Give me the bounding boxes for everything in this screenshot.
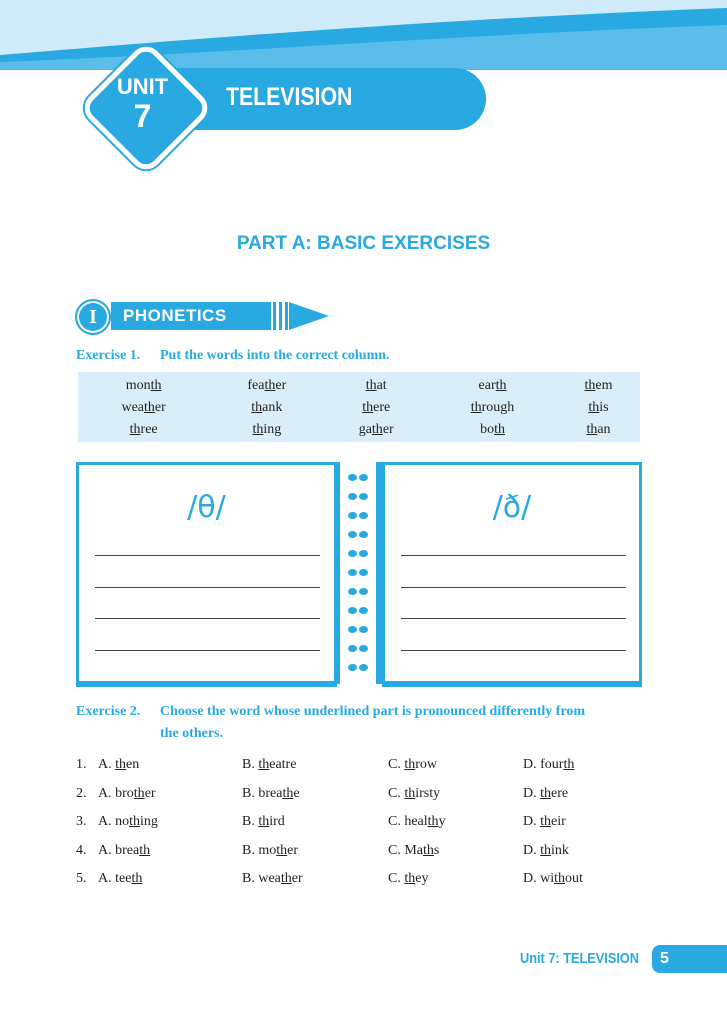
underlined-part: th — [276, 842, 288, 858]
spiral-ring — [348, 550, 368, 557]
word-cell[interactable]: them — [584, 378, 613, 393]
underlined-part: th — [258, 757, 270, 772]
section-label: PHONETICS — [123, 306, 227, 325]
section-arrow-tip — [289, 302, 329, 330]
word-row — [78, 375, 640, 397]
underlined-part: th — [144, 400, 155, 415]
notebook-spiral — [334, 462, 382, 684]
word-cell[interactable]: that — [365, 378, 387, 393]
word-cell[interactable]: thing — [252, 422, 282, 437]
underlined-part: th — [540, 814, 552, 829]
spiral-ring — [348, 626, 368, 633]
word-row — [78, 419, 640, 441]
underlined-part: th — [404, 871, 416, 886]
underlined-part: th — [404, 785, 416, 801]
unit-label: UNIT — [116, 74, 169, 99]
underlined-part: th — [258, 814, 270, 829]
exercise-2-instruction-cont: the others. — [160, 726, 223, 741]
section-roman-numeral: I — [75, 299, 111, 335]
word-cell[interactable]: weather — [121, 400, 166, 415]
unit-badge — [90, 52, 195, 157]
exercise-2-number: Exercise 2. — [76, 704, 141, 719]
section-stripe — [285, 302, 288, 330]
spiral-ring — [348, 474, 368, 481]
section-stripe — [279, 302, 282, 330]
answer-option-a[interactable]: A. teeth — [98, 871, 143, 886]
underlined-part: th — [371, 422, 383, 437]
word-cell[interactable]: than — [586, 422, 611, 437]
underlined-part: th — [150, 378, 162, 393]
answer-line[interactable] — [95, 587, 320, 588]
underlined-part: th — [586, 422, 598, 437]
exercise-1-heading — [76, 348, 390, 364]
underlined-part: th — [584, 378, 596, 393]
column-header-eth: /ð/ — [492, 490, 532, 525]
answer-option-c[interactable]: C. they — [388, 871, 429, 886]
underlined-part: th — [129, 422, 141, 437]
column-header-theta: /θ/ — [187, 490, 226, 525]
answer-option-d[interactable]: D. there — [523, 785, 569, 801]
exercise-2-heading — [76, 704, 585, 720]
footer-unit-label: Unit 7: TELEVISION — [520, 950, 640, 967]
question-row — [76, 786, 656, 806]
exercise-1-instruction: Put the words into the correct column. — [160, 348, 390, 363]
exercise-2-instruction: Choose the word whose underlined part is pronounced differently from — [160, 704, 586, 719]
word-cell[interactable]: three — [129, 422, 158, 437]
question-row — [76, 871, 656, 891]
word-box — [78, 372, 640, 442]
section-badge-phonetics — [75, 297, 335, 337]
answer-notebook — [76, 462, 642, 684]
underlined-part: th — [404, 757, 416, 772]
answer-option-a[interactable]: A. breath — [98, 842, 151, 858]
word-table — [78, 375, 640, 441]
answer-option-c[interactable]: C. thirsty — [388, 785, 441, 801]
answer-line[interactable] — [401, 650, 626, 651]
underlined-part: th — [280, 871, 292, 886]
answer-option-d[interactable]: D. without — [523, 871, 583, 886]
answer-line[interactable] — [95, 618, 320, 619]
underlined-part: th — [470, 400, 482, 415]
spiral-ring — [348, 607, 368, 614]
word-cell[interactable]: thank — [251, 400, 283, 415]
underlined-part: th — [588, 400, 600, 415]
answer-option-b[interactable]: B. mother — [242, 842, 299, 858]
unit-number: 7 — [133, 98, 152, 134]
underlined-part: th — [423, 842, 434, 858]
question-number: 3. — [76, 814, 87, 829]
question-number: 4. — [76, 842, 87, 858]
word-cell[interactable]: month — [125, 378, 162, 393]
spiral-ring — [348, 493, 368, 500]
spiral-ring — [348, 664, 368, 671]
answer-option-d[interactable]: D. think — [523, 842, 569, 858]
question-row — [76, 814, 656, 834]
unit-title: TELEVISION — [226, 83, 353, 111]
answer-line[interactable] — [95, 555, 320, 556]
underlined-part: th — [131, 871, 143, 886]
answer-option-d[interactable]: D. their — [523, 814, 566, 829]
answer-option-a[interactable]: A. nothing — [98, 814, 158, 829]
spiral-ring — [348, 512, 368, 519]
underlined-part: th — [494, 422, 505, 437]
underlined-part: th — [540, 842, 552, 858]
part-title: PART A: BASIC EXERCISES — [236, 233, 491, 254]
answer-line[interactable] — [401, 618, 626, 619]
spiral-ring — [348, 645, 368, 652]
underlined-part: th — [139, 842, 151, 858]
answer-option-b[interactable]: B. weather — [242, 871, 303, 886]
spine-bar — [334, 462, 340, 684]
answer-line[interactable] — [401, 555, 626, 556]
word-cell[interactable]: earth — [478, 378, 507, 393]
underlined-part: th — [563, 757, 575, 772]
word-cell[interactable]: gather — [358, 422, 394, 437]
notebook-page-theta — [76, 462, 337, 684]
spiral-ring — [348, 588, 368, 595]
section-stripe — [273, 302, 276, 330]
question-row — [76, 757, 656, 777]
question-number: 2. — [76, 785, 87, 801]
answer-option-c[interactable]: C. Maths — [388, 842, 440, 858]
underlined-part: th — [495, 378, 507, 393]
word-cell[interactable]: feather — [247, 378, 287, 393]
answer-line[interactable] — [95, 650, 320, 651]
page-number: 5 — [660, 950, 669, 967]
answer-option-d[interactable]: D. fourth — [523, 757, 575, 772]
word-cell[interactable]: there — [362, 400, 391, 415]
underlined-part: th — [540, 785, 552, 801]
notebook-page-eth — [382, 462, 642, 684]
underlined-part: th — [282, 785, 294, 801]
question-number: 1. — [76, 757, 87, 772]
answer-option-b[interactable]: B. breathe — [242, 785, 300, 801]
underlined-part: th — [251, 400, 263, 415]
question-number: 5. — [76, 871, 87, 886]
answer-option-b[interactable]: B. third — [242, 814, 285, 829]
underlined-part: th — [129, 814, 141, 829]
answer-option-a[interactable]: A. then — [98, 757, 140, 772]
answer-option-c[interactable]: C. throw — [388, 757, 438, 772]
underlined-part: th — [133, 785, 145, 801]
word-cell[interactable]: both — [480, 422, 505, 437]
underlined-part: th — [365, 378, 377, 393]
answer-line[interactable] — [401, 587, 626, 588]
exercise-1-number: Exercise 1. — [76, 348, 141, 363]
answer-option-a[interactable]: A. brother — [98, 785, 156, 801]
question-row — [76, 843, 656, 863]
word-cell[interactable]: through — [470, 400, 515, 415]
spiral-ring — [348, 531, 368, 538]
underlined-part: th — [427, 814, 439, 829]
word-cell[interactable]: this — [588, 400, 609, 415]
underlined-part: th — [554, 871, 566, 886]
answer-option-b[interactable]: B. theatre — [242, 757, 297, 772]
underlined-part: th — [264, 378, 276, 393]
underlined-part: th — [252, 422, 264, 437]
answer-option-c[interactable]: C. healthy — [388, 814, 446, 829]
underlined-part: th — [115, 757, 127, 772]
word-row — [78, 397, 640, 419]
underlined-part: th — [362, 400, 374, 415]
spiral-ring — [348, 569, 368, 576]
